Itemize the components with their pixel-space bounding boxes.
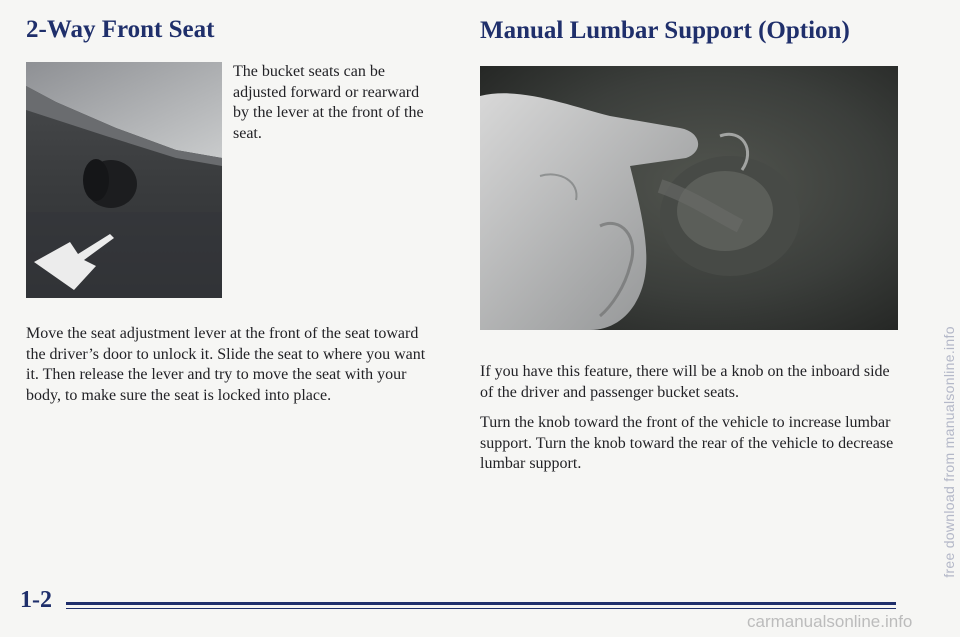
lumbar-adjust-instructions: Turn the knob toward the front of the vehicle to increase lumbar support. Turn the knob toward the rear of the vehicle to decrease lumbar support. <box>480 414 894 472</box>
footer-rule-thick <box>66 602 896 605</box>
side-watermark: free download from manualsonline.info <box>941 326 957 578</box>
section-title-front-seat: 2-Way Front Seat <box>26 16 215 43</box>
seat-lever-photo <box>26 62 222 298</box>
page-number: 1-2 <box>20 587 52 613</box>
footer-rule-thin <box>66 608 896 609</box>
lumbar-knob-photo-graphic <box>480 66 898 330</box>
seat-lever-photo-graphic <box>26 62 222 298</box>
bottom-watermark: carmanualsonline.info <box>747 612 913 631</box>
seat-adjust-instructions: Move the seat adjustment lever at the front of the seat toward the driver’s door to unlock it. Slide the seat to where you want it. Then release the lever and try to move the seat with your body, to make sure the seat is locked into place. <box>26 325 426 404</box>
lumbar-knob-photo <box>480 66 898 330</box>
section-title-lumbar-support: Manual Lumbar Support (Option) <box>480 17 850 44</box>
lumbar-feature-text: If you have this feature, there will be a knob on the inboard side of the driver and passenger bucket seats. <box>480 363 890 401</box>
bucket-seat-caption: The bucket seats can be adjusted forward or rearward by the lever at the front of the seat. <box>233 63 424 142</box>
